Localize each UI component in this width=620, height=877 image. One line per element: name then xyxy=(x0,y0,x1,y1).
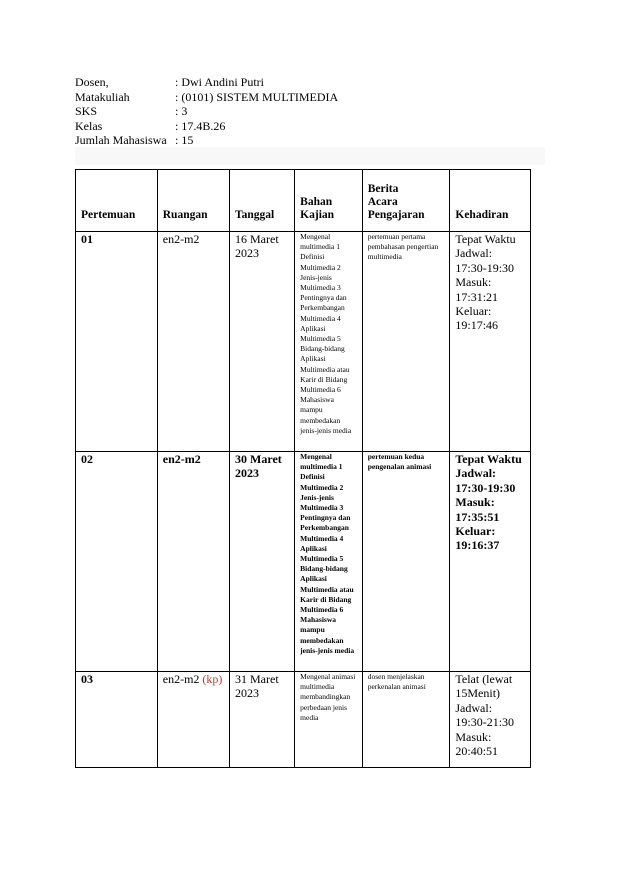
kehadiran-line: 17:31:21 xyxy=(455,289,499,304)
info-value: : 3 xyxy=(175,104,188,118)
cell-bahan-kajian: Mengenal multimedia 1 Definisi Multimedia 2 Jenis-jenis Multimedia 3 Pentingnya dan Perkembangan Multimedia 4 Aplikasi Multimedia 5 Bidang-bidang Aplikasi Multimedia atau Karir di Bidang Multimedia 6 Mahasiswa mampu membedakan jenis-jenis media xyxy=(295,452,363,672)
info-value: : 15 xyxy=(175,133,194,147)
cell-ruangan xyxy=(157,452,229,672)
kehadiran-line: 19:16:37 xyxy=(455,538,500,553)
cell-kehadiran xyxy=(450,452,531,672)
table-row xyxy=(76,452,531,672)
kehadiran-line: Jadwal: xyxy=(455,466,497,481)
cell-tanggal: 31 Maret 2023 xyxy=(230,672,295,768)
cell-pertemuan: 01 xyxy=(76,232,158,452)
table-row xyxy=(76,232,531,452)
header-ruangan: Ruangan xyxy=(157,170,229,232)
cell-ruangan xyxy=(157,232,229,452)
separator-band xyxy=(75,147,545,165)
header-berita-acara xyxy=(362,170,450,232)
header-bahan-kajian xyxy=(295,170,363,232)
info-label: Matakuliah xyxy=(75,89,130,104)
cell-tanggal: 16 Maret 2023 xyxy=(230,232,295,452)
kehadiran-line: 17:35:51 xyxy=(455,509,500,524)
kehadiran-line: Masuk: xyxy=(455,275,492,290)
header-line: Acara xyxy=(367,196,398,208)
kehadiran-line: 17:30-19:30 xyxy=(455,480,516,495)
info-value: : Dwi Andini Putri xyxy=(175,75,265,89)
cell-berita-acara: pertemuan kedua pengenalan animasi xyxy=(362,452,450,672)
table-row xyxy=(76,672,531,768)
info-value: : 17.4B.26 xyxy=(175,118,226,133)
info-row-kelas xyxy=(75,119,338,134)
kehadiran-line: Keluar: xyxy=(455,304,492,319)
cell-bahan-kajian: Mengenal animasi multimedia membandingkan perbedaan jenis media xyxy=(295,672,363,768)
kehadiran-line: Keluar: xyxy=(455,524,496,539)
info-label: SKS xyxy=(75,104,98,118)
cell-pertemuan: 02 xyxy=(76,452,158,672)
table-header-row xyxy=(76,170,531,232)
header-line: Kajian xyxy=(300,209,335,221)
kehadiran-line: Jadwal: xyxy=(455,246,493,261)
kehadiran-line: Jadwal: xyxy=(455,700,493,715)
attendance-table xyxy=(75,169,531,768)
header-tanggal: Tanggal xyxy=(230,170,295,232)
kehadiran-line: Tepat Waktu xyxy=(455,452,522,466)
info-value: : (0101) SISTEM MULTIMEDIA xyxy=(175,89,339,104)
info-label: Dosen, xyxy=(75,75,109,89)
info-label: Jumlah Mahasiswa xyxy=(75,133,167,147)
kehadiran-line: 19:30-21:30 xyxy=(455,715,515,730)
kehadiran-line: 17:30-19:30 xyxy=(455,260,515,275)
info-row-sks xyxy=(75,104,338,119)
ruangan-note: (kp) xyxy=(202,672,223,686)
cell-berita-acara: pertemuan pertama pembahasan pengertian multimedia xyxy=(362,232,450,452)
kehadiran-line: 20:40:51 xyxy=(455,744,499,759)
header-line: Bahan xyxy=(300,196,333,208)
ruangan-text: en2-m2 xyxy=(162,232,200,246)
cell-berita-acara: dosen menjelaskan perkenalan animasi xyxy=(362,672,450,768)
kehadiran-line: Telat (lewat 15Menit) xyxy=(455,672,513,701)
info-row-matakuliah xyxy=(75,90,338,105)
info-label: Kelas xyxy=(75,118,103,133)
cell-bahan-kajian: Mengenal multimedia 1 Definisi Multimedia 2 Jenis-jenis Multimedia 3 Pentingnya dan Perkembangan Multimedia 4 Aplikasi Multimedia 5 Bidang-bidang Aplikasi Multimedia atau Karir di Bidang Multimedia 6 Mahasiswa mampu membedakan jenis-jenis media xyxy=(295,232,363,452)
cell-kehadiran xyxy=(450,232,531,452)
cell-tanggal: 30 Maret 2023 xyxy=(230,452,295,672)
cell-ruangan xyxy=(157,672,229,768)
kehadiran-line: 19:17:46 xyxy=(455,318,499,333)
header-line: Berita xyxy=(367,183,399,195)
ruangan-text: en2-m2 xyxy=(162,672,200,686)
info-row-jumlah-mahasiswa xyxy=(75,133,338,148)
kehadiran-line: Masuk: xyxy=(455,495,495,510)
cell-kehadiran xyxy=(450,672,531,768)
cell-pertemuan: 03 xyxy=(76,672,158,768)
header-kehadiran: Kehadiran xyxy=(450,170,531,232)
header-line: Pengajaran xyxy=(367,209,425,221)
info-row-dosen xyxy=(75,75,338,90)
kehadiran-line: Masuk: xyxy=(455,729,492,744)
header-pertemuan: Pertemuan xyxy=(76,170,158,232)
course-info xyxy=(75,75,338,148)
kehadiran-line: Tepat Waktu xyxy=(455,232,516,246)
ruangan-text: en2-m2 xyxy=(162,452,201,466)
